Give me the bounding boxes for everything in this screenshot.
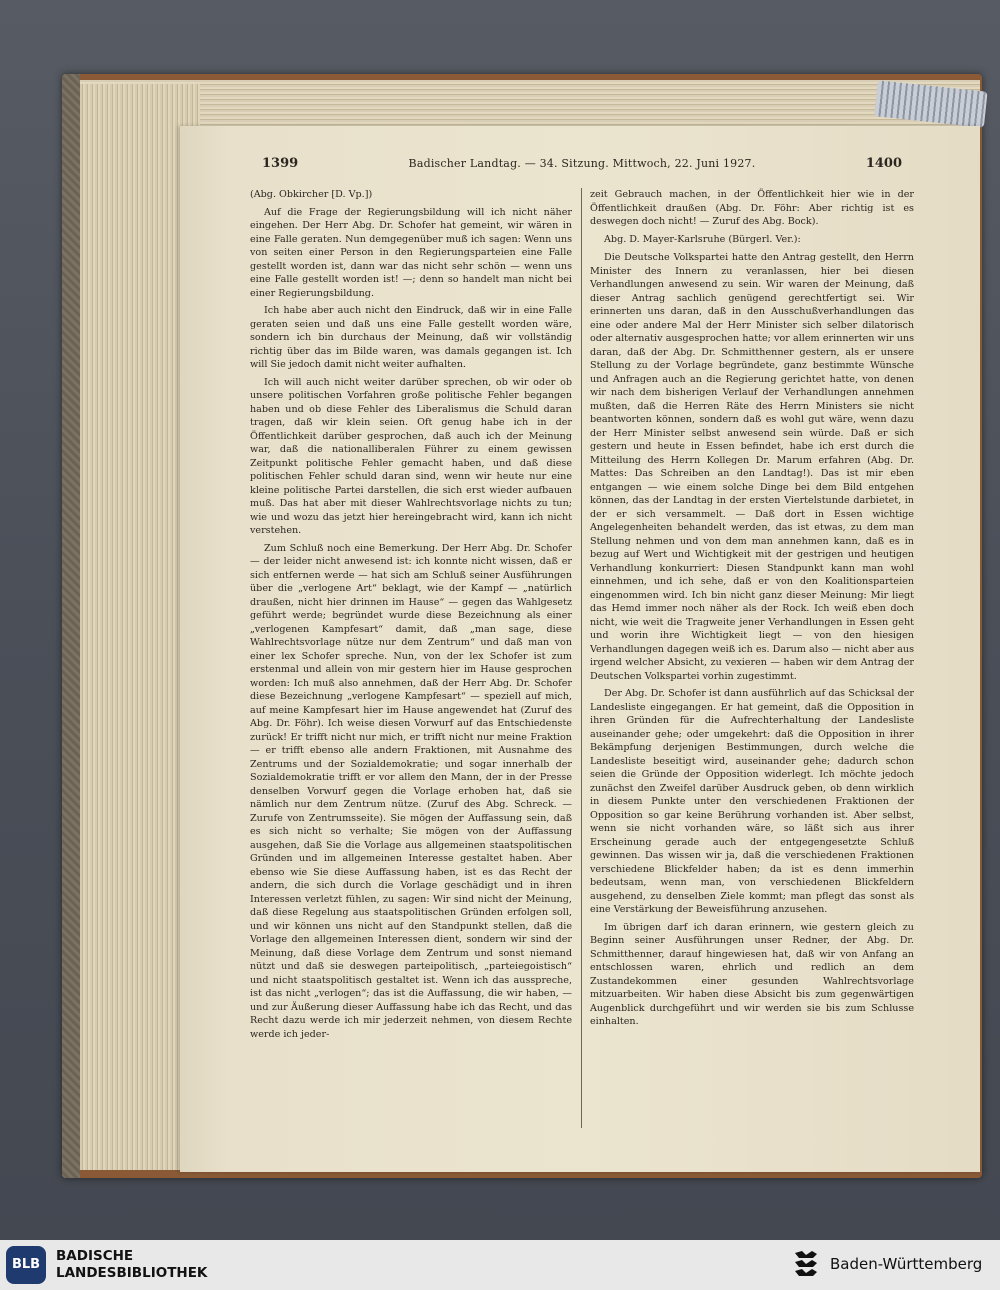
document-page — [180, 126, 980, 1172]
state-name[interactable]: Baden-Württemberg — [830, 1255, 983, 1273]
library-name-line1: BADISCHE — [56, 1248, 134, 1264]
text-column-left — [250, 188, 572, 1128]
paragraph: Ich habe aber auch nicht den Eindruck, daß wir in eine Falle geraten seien und daß uns eine Falle gestellt worden wäre, sondern ich bin durchaus der Meinung, daß wir vollständig richtig über das im Bilde waren, was damals gegangen ist. Ich will Sie jedoch damit nicht weiter aufhalten. — [250, 305, 572, 370]
library-name[interactable] — [56, 1248, 207, 1282]
paragraph-continuation: zeit Gebrauch machen, in der Öffentlichkeit hier wie in der Öffentlichkeit draußen (Abg. Dr. Föhr: Aber richtig ist es deswegen doch nicht! — Zuruf des Abg. Bock). — [590, 189, 914, 227]
paragraph: Der Abg. Dr. Schofer ist dann ausführlich auf das Schicksal der Landesliste eingegangen. Er hat gemeint, daß die Opposition in ihren Gründen für die Aufrechterhaltung der Landesliste auseinander gehe; oder umgekehrt: daß die Opposition in ihrer Bekämpfung derjenigen Bestimmungen, durch welche die Landesliste beseitigt wird, auseinander gehe; dadurch schon seien die Gründe der Opposition widerlegt. Ich möchte jedoch zunächst den Zweifel darüber Ausdruck geben, ob denn wirklich in diesem Punkte unter den verschiedenen Fraktionen der Opposition so gar keine Berührung vorhanden ist. Aber selbst, wenn sie nicht vorhanden wäre, so läßt sich aus ihrer Erscheinung gerade auch der entgegengesetzte Schluß gewinnen. Das wissen wir ja, daß die verschiedenen Fraktionen verschiedene Blickfelder haben; da ist es denn immerhin bedeutsam, wenn man, von verschiedenen Blickfeldern ausgehend, zu denselben Ziele kommt; man pflegt das sonst als eine Verstärkung der Beweisführung anzusehen. — [590, 688, 914, 915]
running-head — [262, 156, 902, 176]
page-number-right: 1400 — [865, 156, 902, 171]
running-head-title: Badischer Landtag. — 34. Sitzung. Mittwoch, 22. Juni 1927. — [408, 157, 756, 170]
page-stack-top-edge — [80, 80, 980, 132]
speaker-continuation: (Abg. Obkircher [D. Vp.]) — [250, 189, 373, 200]
paragraph: Im übrigen darf ich daran erinnern, wie gestern gleich zu Beginn seiner Ausführungen unser Redner, der Abg. Dr. Schmitthenner, darauf hingewiesen hat, daß wir von Anfang an entschlossen waren, ehrlich und redlich an dem Zustandekommen einer gesunden Wahlrechtsvorlage mitzuarbeiten. Wir haben diese Absicht bis zum gegenwärtigen Augenblick durchgeführt und wir werden sie bis zum Schlusse einhalten. — [590, 921, 914, 1027]
paragraph: Zum Schluß noch eine Bemerkung. Der Herr Abg. Dr. Schofer — der leider nicht anwesend ist: ich konnte nicht wissen, daß er sich entfernen werde — hat sich am Schluß seiner Ausführungen über die „verlogene Art“ beklagt, wie der Kampf — „natürlich draußen, nicht hier drinnen im Hause“ — gegen das Wahlgesetz geführt werde; begründet wurde diese Bezeichnung als einer „verlogenen Kampfesart“ damit, daß „man sage, diese Wahlrechtsvorlage nütze nur dem Zentrum“ und daß man von einer lex Schofer spreche. Nun, von der lex Schofer ist zum erstenmal und allein von mir gestern hier im Hause gesprochen worden: Ich muß also annehmen, daß der Herr Abg. Dr. Schofer diese Bezeichnung „verlogene Kampfesart“ — speziell auf mich, auf meine Kampfesart hier im Hause angewendet hat (Zuruf des Abg. Dr. Föhr). Ich weise diesen Vorwurf auf das Entschiedenste zurück! Er trifft nicht nur mich, er trifft nicht nur meine Fraktion — er trifft ebenso alle andern Fraktionen, mit Ausnahme des Zentrums und der Sozialdemokratie; und sogar innerhalb der Sozialdemokratie trifft er vor allem den Mann, der in der Presse denselben Vorwurf gegen die Vorlage erhoben hat, daß sie nämlich nur dem Zentrum nütze. (Zuruf des Abg. Schreck. — Zurufe von Zentrumsseite). Sie mögen der Auffassung sein, daß es sich nicht so verhalte; Sie mögen von der Auffassung ausgehen, daß Sie die Vorlage aus allgemeinen staatspolitischen Gründen und im allgemeinen Interesse gestaltet haben. Aber ebenso wie Sie diese Auffassung haben, ist es das Recht der andern, die sich durch die Vorlage geschädigt und in ihren Interessen verletzt fühlen, zu sagen: Wir sind nicht der Meinung, daß diese Regelung aus staatspolitischen Gründen erfolgen soll, und wir können uns nicht auf den Standpunkt stellen, daß die Vorlage den allgemeinen Interessen dient, sondern wir sind der Meinung, daß diese Vorlage dem Zentrum und sonst niemand nützt und daß sie deswegen parteipolitisch, „parteiegoistisch“ und nicht staatspolitisch gestaltet ist. Wenn ich das ausspreche, ist das nicht „verlogen“; das ist die Auffassung, die wir haben, — und zur Äußerung dieser Auffassung habe ich das Recht, und das Recht dazu werde ich mir jederzeit nehmen, von diesem Rechte werde ich jeder- — [250, 542, 572, 1040]
paragraph: Die Deutsche Volkspartei hatte den Antrag gestellt, den Herrn Minister des Innern zu veranlassen, hier bei diesen Verhandlungen anwesend zu sein. Wir waren der Meinung, daß dieser Antrag sachlich genügend gerechtfertigt sei. Wir erinnerten uns daran, daß in den Ausschußverhandlungen das eine oder andere Mal der Herr Minister sich selber dilatorisch oder alternativ ausgesprochen hatte; vor allem erinnerten wir uns daran, daß der Abg. Dr. Schmitthenner gestern, als er unsere Stellung zu der Vorlage begründete, ganz bestimmte Wünsche und Anfragen auch an die Regierung gerichtet hatte, von denen wir nach dem bisherigen Verlauf der Verhandlungen annehmen mußten, daß die Herren Räte des Herrn Ministers sie nicht beantworten können, sondern daß es wohl gut wäre, wenn dazu der Herr Minister selbst anwesend sein würde. Daß er sich gestern und heute in Essen befindet, habe ich erst durch die Mitteilung des Herrn Kollegen Dr. Marum erfahren (Abg. Dr. Mattes: Das Schreiben an den Landtag!). Das ist mir eben entgangen — wie einem solche Dinge bei dem Bild entgehen können, das der Landtag in der ersten Viertelstunde darbietet, in der er sich versammelt. — Daß dort in Essen wichtige Angelegenheiten behandelt werden, das ist etwas, zu dem man Stellung nehmen und von dem man annehmen kann, daß es in bezug auf Wert und Wichtigkeit mit der gestrigen und heutigen Verhandlung konkurriert: Diesen Standpunkt kann man wohl einnehmen, und ich sehe, daß er von den Koalitionsparteien eingenommen wird. Ich bin nicht ganz dieser Meinung: Mir liegt das Hemd immer noch näher als der Rock. Ich weiß eben doch nicht, wie weit die Tragweite jener Verhandlungen in Essen geht und worin ihre Wichtigkeit liegt — von den hiesigen Verhandlungen dagegen weiß ich es. Darum also — nicht aber aus irgend welcher Absicht, zu vexieren — haben wir dem Antrag der Deutschen Volkspartei vorhin zugestimmt. — [590, 252, 914, 682]
page-number-left: 1399 — [262, 156, 299, 171]
column-divider — [581, 188, 582, 1128]
library-logo[interactable]: BLB — [6, 1246, 46, 1284]
paragraph: Ich will auch nicht weiter darüber sprechen, ob wir oder ob unsere politischen Vorfahren große politische Fehler begangen haben und ob diese Fehler des Liberalismus die Schuld daran tragen, daß wir klein seien. Oft genug habe ich in der Öffentlichkeit darüber gesprochen, daß auch ich der Meinung war, daß die nationalliberalen Führer zu einem gewissen Zeitpunkt politische Fehler gemacht haben, und daß diese politischen Fehler schuld daran sind, wenn wir heute nur eine kleine politische Partei darstellen, die sich erst wieder aufbauen muß. Das hat aber mit dieser Wahlrechtsvorlage nichts zu tun; wie und wozu das jetzt hier hereingebracht wird, kann ich nicht verstehen. — [250, 376, 572, 536]
paragraph: Auf die Frage der Regierungsbildung will ich nicht näher eingehen. Der Herr Abg. Dr. Schofer hat gemeint, wir wären in eine Falle geraten. Nun demgegenüber muß ich sagen: Wenn uns von seiten einer Person in den Regierungsparteien eine Falle gestellt worden ist, dann war das nicht sehr schön — wenn uns eine Falle gestellt worden ist! —; denn so handelt man nicht bei einer Regierungsbildung. — [250, 206, 572, 299]
text-column-right — [590, 188, 914, 1128]
footer-bar — [0, 1240, 1000, 1290]
book-spine — [62, 74, 80, 1178]
speaker-heading: Abg. D. Mayer-Karlsruhe (Bürgerl. Ver.): — [604, 233, 801, 245]
library-name-line2: LANDESBIBLIOTHEK — [56, 1265, 208, 1281]
coat-of-arms-icon — [792, 1248, 820, 1282]
